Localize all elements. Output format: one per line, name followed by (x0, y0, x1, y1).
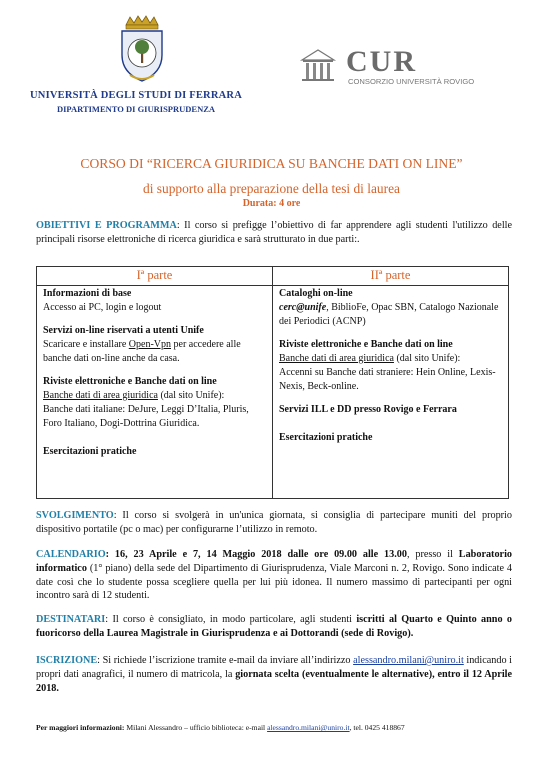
part1-basic-info-title: Informazioni di base (43, 288, 132, 299)
part2-journals-title: Riviste elettroniche e Banche dati on line (279, 339, 453, 350)
table-header-part2: IIª parte (273, 267, 509, 286)
part2-databases-text: Accenni su Banche dati straniere: Hein Online, Lexis-Nexis, Beck-online. (279, 367, 496, 392)
part1-databases-post: (dal sito Unife): (157, 390, 225, 401)
course-duration: Durata: 4 ore (242, 198, 301, 209)
calendario-mid: , presso il (406, 549, 459, 560)
calendario-lab: Laboratorio informatico (36, 549, 512, 574)
table-cell-part2 (273, 286, 509, 499)
svolgimento-paragraph (36, 509, 512, 537)
part1-journals-title: Riviste elettroniche e Banche dati on line (43, 376, 217, 387)
openvpn-link[interactable]: Open-Vpn (128, 339, 171, 350)
destinatari-heading: DESTINATARI (36, 614, 106, 625)
destinatari-text: : Il corso è consigliato, in modo particolare, agli studenti (105, 614, 357, 625)
part1-services-post: per accedere alle banche dati on-line anche da casa. (43, 339, 241, 364)
part2-exercises-title: Esercitazioni pratiche (279, 432, 373, 443)
footer-text: Milani Alessandro – ufficio biblioteca: e-mail (124, 723, 268, 732)
course-subtitle: di supporto alla preparazione della tesi di laurea (143, 181, 400, 196)
part1-exercises-title: Esercitazioni pratiche (43, 446, 137, 457)
part1-basic-info-text: Accesso ai PC, login e logout (43, 302, 162, 313)
destinatari-bold: iscritti al Quarto e Quinto anno o fuoricorso della Laurea Magistrale in Giurisprudenza e ai Dottorandi (sede di Rovigo). (36, 614, 513, 639)
program-table (36, 266, 509, 499)
footer-info (36, 723, 512, 732)
iscrizione-paragraph (36, 654, 512, 695)
iscrizione-bold: giornata scelta (eventualmente le alternative), entro il 12 Aprile 2018. (36, 668, 513, 694)
objectives-paragraph (36, 219, 512, 247)
iscrizione-email-link[interactable]: alessandro.milani@uniro.it (353, 655, 464, 666)
part1-databases-link[interactable]: Banche dati di area giuridica (43, 390, 158, 401)
university-name: UNIVERSITÀ DEGLI STUDI DI FERRARA (30, 90, 242, 101)
footer-phone: , tel. 0425 418867 (349, 723, 405, 732)
footer-email-link[interactable]: alessandro.milani@uniro.it (267, 723, 350, 732)
table-cell-part1 (37, 286, 273, 499)
calendario-paragraph (36, 548, 512, 603)
part1-services-pre: Scaricare e installare (43, 339, 129, 350)
part2-catalogs-text: , BiblioFe, Opac SBN, Catalogo Nazionale dei Periodici (ACNP) (279, 302, 499, 327)
part1-databases-text: Banche dati italiane: DeJure, Leggi D’Italia, Pluris, Foro Italiano, Dogi-Dottrina Giuridica. (43, 404, 249, 429)
cur-logo (298, 46, 498, 86)
iscrizione-text1: : Si richiede l’iscrizione tramite e-mail da inviare all’indirizzo (97, 655, 354, 666)
cur-logo-subtitle: CONSORZIO UNIVERSITÀ ROVIGO (348, 77, 475, 86)
calendario-text: (1° piano) della sede del Dipartimento di Giurisprudenza, Viale Marconi n. 2, Rovigo. Sono indicate 4 date così che lo studente possa scegliere quella per lui più idonea. Il numero massimo di partecipanti per ogni incontro sarà di 12 studenti. (36, 562, 512, 602)
destinatari-paragraph (36, 613, 512, 641)
calendario-dates: : 16, 23 Aprile e 7, 14 Maggio 2018 dalle ore 09.00 alle 13.00 (105, 549, 407, 560)
part2-ill-title: Servizi ILL e DD presso Rovigo e Ferrara (279, 404, 457, 415)
objectives-text: : Il corso si prefigge l’obiettivo di far apprendere agli studenti l'utilizzo delle principali risorse elettroniche di ricerca giuridica e sarà strutturato in due parti:. (36, 220, 512, 245)
footer-label: Per maggiori informazioni: (36, 723, 125, 732)
objectives-heading: OBIETTIVI E PROGRAMMA (36, 220, 177, 231)
part2-catalogs-italic: cerc@unife (279, 302, 327, 313)
course-title: CORSO DI “RICERCA GIURIDICA SU BANCHE DATI ON LINE” (80, 156, 463, 171)
university-crest-logo (112, 15, 172, 85)
part1-services-title: Servizi on-line riservati a utenti Unife (43, 325, 204, 336)
calendario-heading: CALENDARIO (36, 549, 106, 560)
cur-logo-text: CUR (346, 45, 417, 78)
svolgimento-heading: SVOLGIMENTO (36, 510, 114, 521)
iscrizione-heading: ISCRIZIONE (36, 655, 98, 666)
department-name: DIPARTIMENTO DI GIURISPRUDENZA (56, 104, 216, 114)
iscrizione-text2: indicando i propri dati anagrafici, il numero di matricola, la (36, 655, 512, 680)
svolgimento-text: : Il corso si svolgerà in un'unica giornata, si consiglia di partecipare muniti del proprio dispositivo portatile (pc o mac) per configurarne l’utilizzo in remoto. (36, 510, 512, 535)
part2-databases-link[interactable]: Banche dati di area giuridica (279, 353, 394, 364)
table-header-part1: Iª parte (37, 267, 273, 286)
part2-catalogs-title: Cataloghi on-line (279, 288, 353, 299)
part2-databases-post: (dal sito Unife): (393, 353, 461, 364)
